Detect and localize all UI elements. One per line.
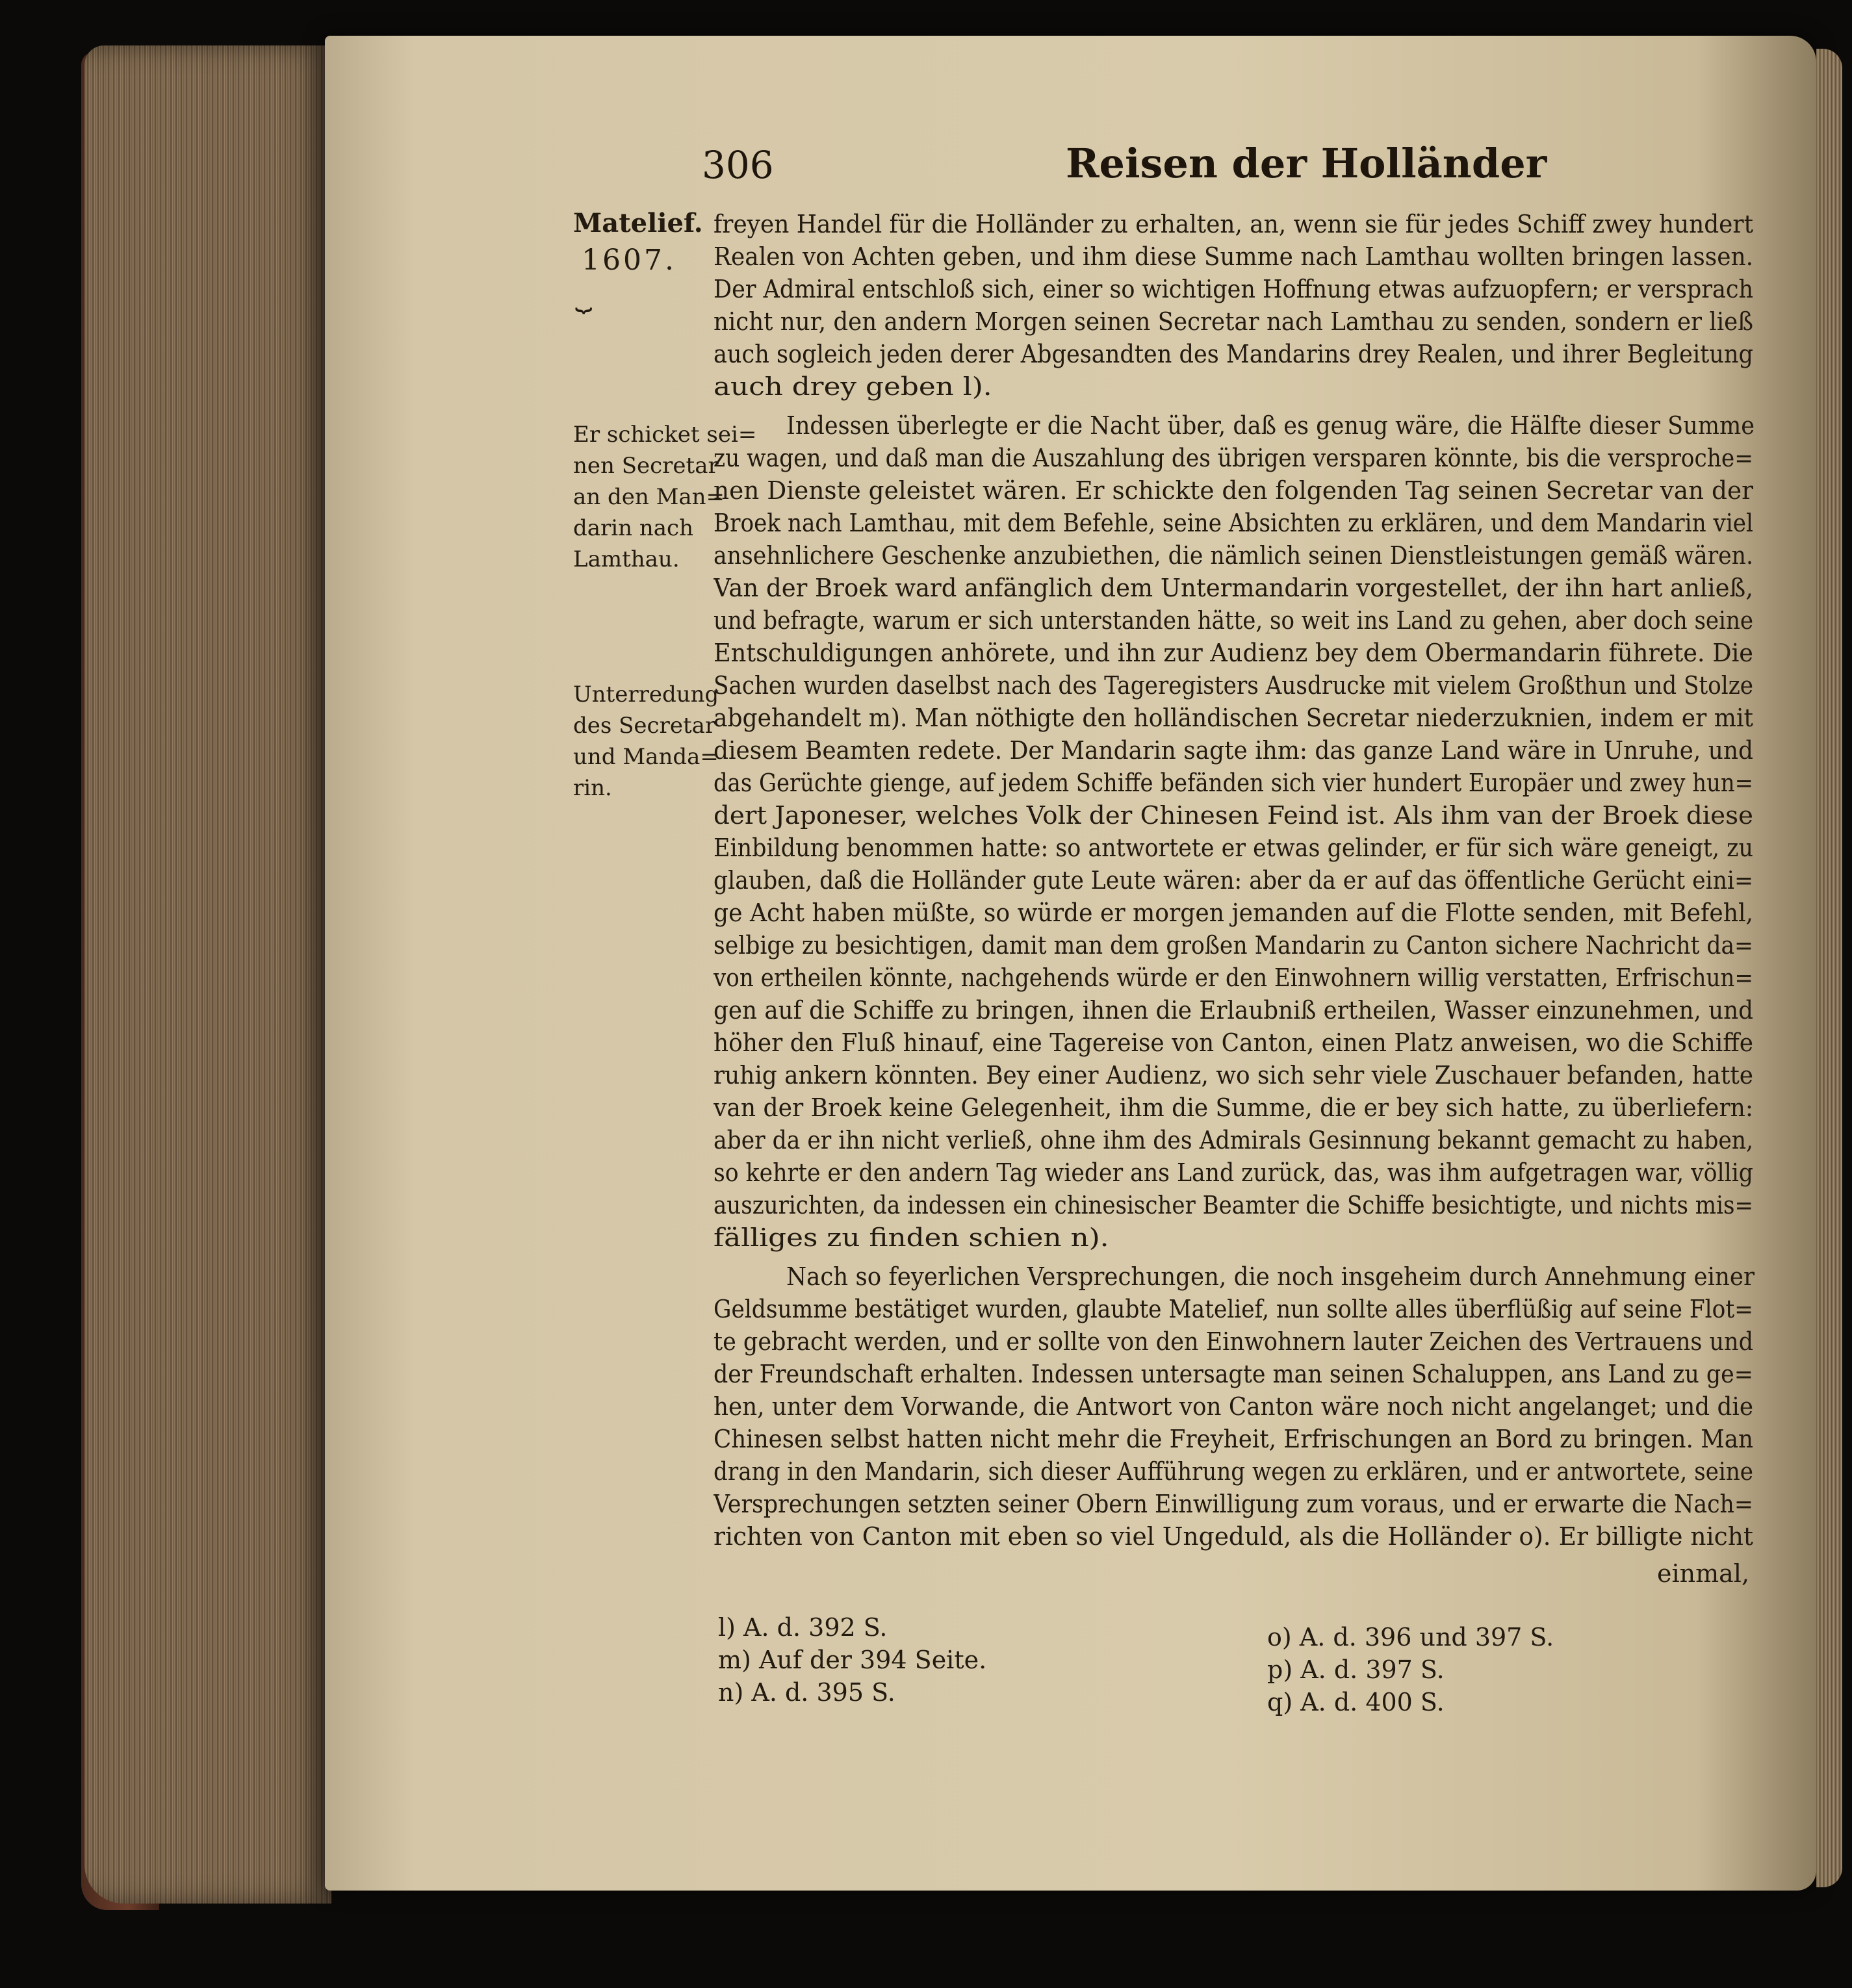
text-line: Broek nach Lamthau, mit dem Befehle, seine Absichten zu erklären, und dem Mandarin viel	[714, 509, 1753, 537]
text-line: höher den Fluß hinauf, eine Tagereise von Canton, einen Platz anweisen, wo die Schiffe	[714, 1028, 1753, 1057]
text-line: Chinesen selbst hatten nicht mehr die Freyheit, Erfrischungen an Bord zu bringen. Man	[714, 1425, 1753, 1453]
text-line: Indessen überlegte er die Nacht über, daß es genug wäre, die Hälfte dieser Summe	[786, 411, 1755, 440]
text-line: drang in den Mandarin, sich dieser Aufführung wegen zu erklären, und er antwortete, seine	[714, 1457, 1753, 1486]
margin-note-line: Lamthau.	[573, 546, 680, 572]
text-line: Van der Broek ward anfänglich dem Untermandarin vorgestellet, der ihn hart anließ,	[714, 574, 1753, 602]
page-number: 306	[702, 143, 774, 187]
text-line: richten von Canton mit eben so viel Ungeduld, als die Holländer o). Er billigte nicht	[714, 1522, 1753, 1551]
text-line: auszurichten, da indessen ein chinesischer Beamter die Schiffe besichtigte, und nichts mis=	[714, 1191, 1753, 1219]
footnotes-left	[718, 1611, 986, 1709]
text-line: glauben, daß die Holländer gute Leute wären: aber da er auf das öffentliche Gerücht eini=	[714, 866, 1753, 895]
text-line: aber da er ihn nicht verließ, ohne ihm des Admirals Gesinnung bekannt gemacht zu haben,	[714, 1126, 1753, 1154]
page-block-edges	[84, 45, 331, 1904]
margin-note-line: Unterredung	[573, 682, 719, 707]
footnote: n) A. d. 395 S.	[718, 1678, 895, 1707]
text-line: gen auf die Schiffe zu bringen, ihnen die Erlaubniß ertheilen, Wasser einzunehmen, und	[714, 996, 1753, 1025]
margin-note-line: und Manda=	[573, 744, 719, 770]
text-line: Einbildung benommen hatte: so antwortete er etwas gelinder, er für sich wäre geneigt, zu	[714, 834, 1753, 862]
text-line: Realen von Achten geben, und ihm diese Summe nach Lamthau wollten bringen lassen.	[714, 242, 1753, 271]
footnote: o) A. d. 396 und 397 S.	[1267, 1623, 1554, 1651]
footnote: m) Auf der 394 Seite.	[718, 1646, 987, 1674]
text-line: der Freundschaft erhalten. Indessen untersagte man seinen Schaluppen, ans Land zu ge=	[714, 1360, 1753, 1388]
text-line: freyen Handel für die Holländer zu erhalten, an, wenn sie für jedes Schiff zwey hundert	[714, 210, 1753, 238]
text-line: nen Dienste geleistet wären. Er schickte den folgenden Tag seinen Secretar van der	[714, 476, 1753, 505]
text-line: nicht nur, den andern Morgen seinen Secretar nach Lamthau zu senden, sondern er ließ	[714, 307, 1753, 336]
margin-year: 1607.	[582, 244, 676, 277]
text-line: fälliges zu finden schien n).	[714, 1223, 1109, 1252]
text-line: diesem Beamten redete. Der Mandarin sagte ihm: das ganze Land wäre in Unruhe, und	[714, 736, 1753, 765]
text-line: dert Japoneser, welches Volk der Chinesen Feind ist. Als ihm van der Broek diese	[714, 801, 1753, 830]
margin-note-2	[573, 679, 719, 804]
text-line: te gebracht werden, und er sollte von den Einwohnern lauter Zeichen des Vertrauens und	[714, 1327, 1753, 1356]
margin-brace: ⏟	[575, 279, 593, 312]
text-line: Der Admiral entschloß sich, einer so wichtigen Hoffnung etwas aufzuopfern; er versprach	[714, 275, 1753, 303]
text-line: zu wagen, und daß man die Auszahlung des übrigen versparen könnte, bis die versproche=	[714, 444, 1753, 472]
text-line: abgehandelt m). Man nöthigte den holländischen Secretar niederzuknien, indem er mit	[714, 704, 1753, 732]
text-line: hen, unter dem Vorwande, die Antwort von Canton wäre noch nicht angelanget; und die	[714, 1392, 1753, 1421]
text-line: das Gerüchte gienge, auf jedem Schiffe befänden sich vier hundert Europäer und zwey hun=	[714, 769, 1753, 797]
footnote: p) A. d. 397 S.	[1267, 1655, 1445, 1684]
margin-note-line: an den Man=	[573, 484, 725, 510]
text-line: van der Broek keine Gelegenheit, ihm die Summe, die er bey sich hatte, zu überliefern:	[714, 1093, 1753, 1122]
text-line: ruhig ankern könnten. Bey einer Audienz, wo sich sehr viele Zuschauer befanden, hatte	[714, 1061, 1753, 1090]
footnotes-right	[1267, 1621, 1554, 1718]
text-line: selbige zu besichtigen, damit man dem großen Mandarin zu Canton sichere Nachricht da=	[714, 931, 1753, 960]
footnote: q) A. d. 400 S.	[1267, 1688, 1445, 1716]
margin-note-line: darin nach	[573, 515, 693, 541]
text-line: Geldsumme bestätiget wurden, glaubte Matelief, nun sollte alles überflüßig auf seine Flot=	[714, 1295, 1753, 1323]
margin-note-line: Er schicket sei=	[573, 422, 757, 448]
text-line: von ertheilen könnte, nachgehends würde er den Einwohnern willig verstatten, Erfrischun=	[714, 963, 1753, 992]
text-line: Sachen wurden daselbst nach des Tageregisters Ausdrucke mit vielem Großthun und Stolze	[714, 671, 1753, 700]
text-line: Entschuldigungen anhörete, und ihn zur Audienz bey dem Obermandarin führete. Die	[714, 639, 1753, 667]
footnote: l) A. d. 392 S.	[718, 1613, 888, 1642]
margin-note-line: des Secretar	[573, 713, 716, 739]
margin-note-line: rin.	[573, 775, 612, 801]
text-line: ge Acht haben müßte, so würde er morgen jemanden auf die Flotte senden, mit Befehl,	[714, 898, 1753, 927]
running-title: Reisen der Holländer	[1066, 140, 1547, 187]
text-line: auch drey geben l).	[714, 372, 992, 401]
text-line: und befragte, warum er sich unterstanden hätte, so weit ins Land zu gehen, aber doch seine	[714, 606, 1753, 635]
text-line: Nach so feyerlichen Versprechungen, die noch insgeheim durch Annehmung einer	[786, 1262, 1755, 1291]
text-line: Versprechungen setzten seiner Obern Einwilligung zum voraus, und er erwarte die Nach=	[714, 1490, 1753, 1518]
margin-note-line: nen Secretar	[573, 453, 719, 479]
text-line: so kehrte er den andern Tag wieder ans Land zurück, das, was ihm aufgetragen war, völlig	[714, 1158, 1753, 1187]
text-line: auch sogleich jeden derer Abgesandten des Mandarins drey Realen, und ihrer Begleitung	[714, 340, 1753, 368]
margin-name: Matelief.	[573, 208, 703, 238]
catchword: einmal,	[1657, 1559, 1750, 1588]
text-line: ansehnlichere Geschenke anzubiethen, die nämlich seinen Dienstleistungen gemäß wären.	[714, 541, 1753, 570]
right-page-edges	[1816, 49, 1842, 1887]
